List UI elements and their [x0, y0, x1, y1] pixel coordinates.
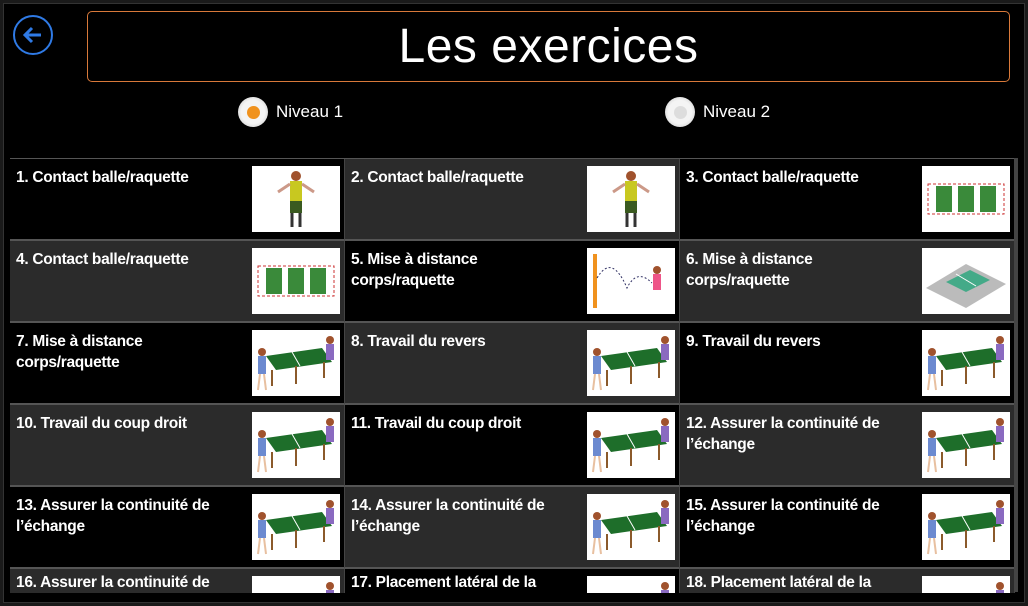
- page-title: Les exercices: [87, 11, 1010, 82]
- radio-niveau-2[interactable]: [665, 97, 770, 127]
- exercise-item[interactable]: [680, 405, 1015, 487]
- exercise-thumbnail-image: [587, 248, 675, 314]
- arrow-left-icon: [22, 24, 44, 46]
- exercise-thumbnail-image: [587, 576, 675, 593]
- exercise-label: 13. Assurer la continuité de l’échange: [16, 497, 210, 535]
- exercise-thumbnail-image: [252, 494, 340, 560]
- exercise-item[interactable]: [680, 323, 1015, 405]
- exercise-label: 8. Travail du revers: [351, 333, 486, 350]
- exercise-thumbnail-image: [587, 412, 675, 478]
- exercise-thumbnail-image: [252, 576, 340, 593]
- exercise-label: 4. Contact balle/raquette: [16, 251, 189, 268]
- exercise-label: 15. Assurer la continuité de l’échange: [686, 497, 880, 535]
- exercise-label: 1. Contact balle/raquette: [16, 169, 189, 186]
- exercise-item[interactable]: [345, 487, 680, 569]
- exercise-label: 2. Contact balle/raquette: [351, 169, 524, 186]
- exercise-label: 9. Travail du revers: [686, 333, 821, 350]
- exercise-grid[interactable]: [10, 158, 1015, 592]
- exercise-thumbnail-image: [587, 166, 675, 232]
- exercise-label: 11. Travail du coup droit: [351, 415, 521, 432]
- exercise-label: 10. Travail du coup droit: [16, 415, 187, 432]
- exercise-item[interactable]: [680, 159, 1015, 241]
- exercise-item[interactable]: [345, 323, 680, 405]
- exercise-item[interactable]: [10, 487, 345, 569]
- exercise-label: 7. Mise à distance corps/raquette: [16, 333, 143, 371]
- exercise-item[interactable]: [345, 569, 680, 593]
- exercise-label: 14. Assurer la continuité de l’échange: [351, 497, 545, 535]
- exercise-item[interactable]: [345, 405, 680, 487]
- exercise-item[interactable]: [680, 487, 1015, 569]
- exercise-item[interactable]: [10, 241, 345, 323]
- exercise-thumbnail-image: [922, 330, 1010, 396]
- exercise-thumbnail-image: [252, 166, 340, 232]
- exercise-label: 17. Placement latéral de la: [351, 574, 536, 591]
- radio-label: Niveau 1: [276, 102, 344, 121]
- radio-selected-icon: [238, 97, 268, 127]
- exercise-label: 5. Mise à distance corps/raquette: [351, 251, 478, 289]
- exercise-thumbnail-image: [922, 412, 1010, 478]
- exercise-label: 6. Mise à distance corps/raquette: [686, 251, 813, 289]
- exercise-item[interactable]: [10, 405, 345, 487]
- exercise-label: 3. Contact balle/raquette: [686, 169, 859, 186]
- exercise-item[interactable]: [680, 569, 1015, 593]
- exercise-thumbnail-image: [922, 494, 1010, 560]
- exercise-item[interactable]: [345, 159, 680, 241]
- exercise-item[interactable]: [10, 569, 345, 593]
- exercise-item[interactable]: [345, 241, 680, 323]
- exercise-label: 12. Assurer la continuité de l’échange: [686, 415, 880, 453]
- scrollbar[interactable]: [1014, 158, 1018, 592]
- exercise-thumbnail-image: [252, 330, 340, 396]
- exercise-item[interactable]: [10, 159, 345, 241]
- exercise-item[interactable]: [10, 323, 345, 405]
- exercise-thumbnail-image: [922, 248, 1010, 314]
- exercise-thumbnail-image: [252, 248, 340, 314]
- exercise-thumbnail-image: [587, 494, 675, 560]
- exercise-label: 18. Placement latéral de la: [686, 574, 871, 591]
- exercise-thumbnail-image: [922, 576, 1010, 593]
- radio-unselected-icon: [665, 97, 695, 127]
- exercise-thumbnail-image: [922, 166, 1010, 232]
- back-button[interactable]: [13, 15, 53, 55]
- exercise-thumbnail-image: [587, 330, 675, 396]
- radio-label: Niveau 2: [703, 102, 771, 121]
- exercise-thumbnail-image: [252, 412, 340, 478]
- radio-niveau-1[interactable]: [238, 97, 343, 127]
- exercise-label: 16. Assurer la continuité de: [16, 574, 210, 591]
- exercise-item[interactable]: [680, 241, 1015, 323]
